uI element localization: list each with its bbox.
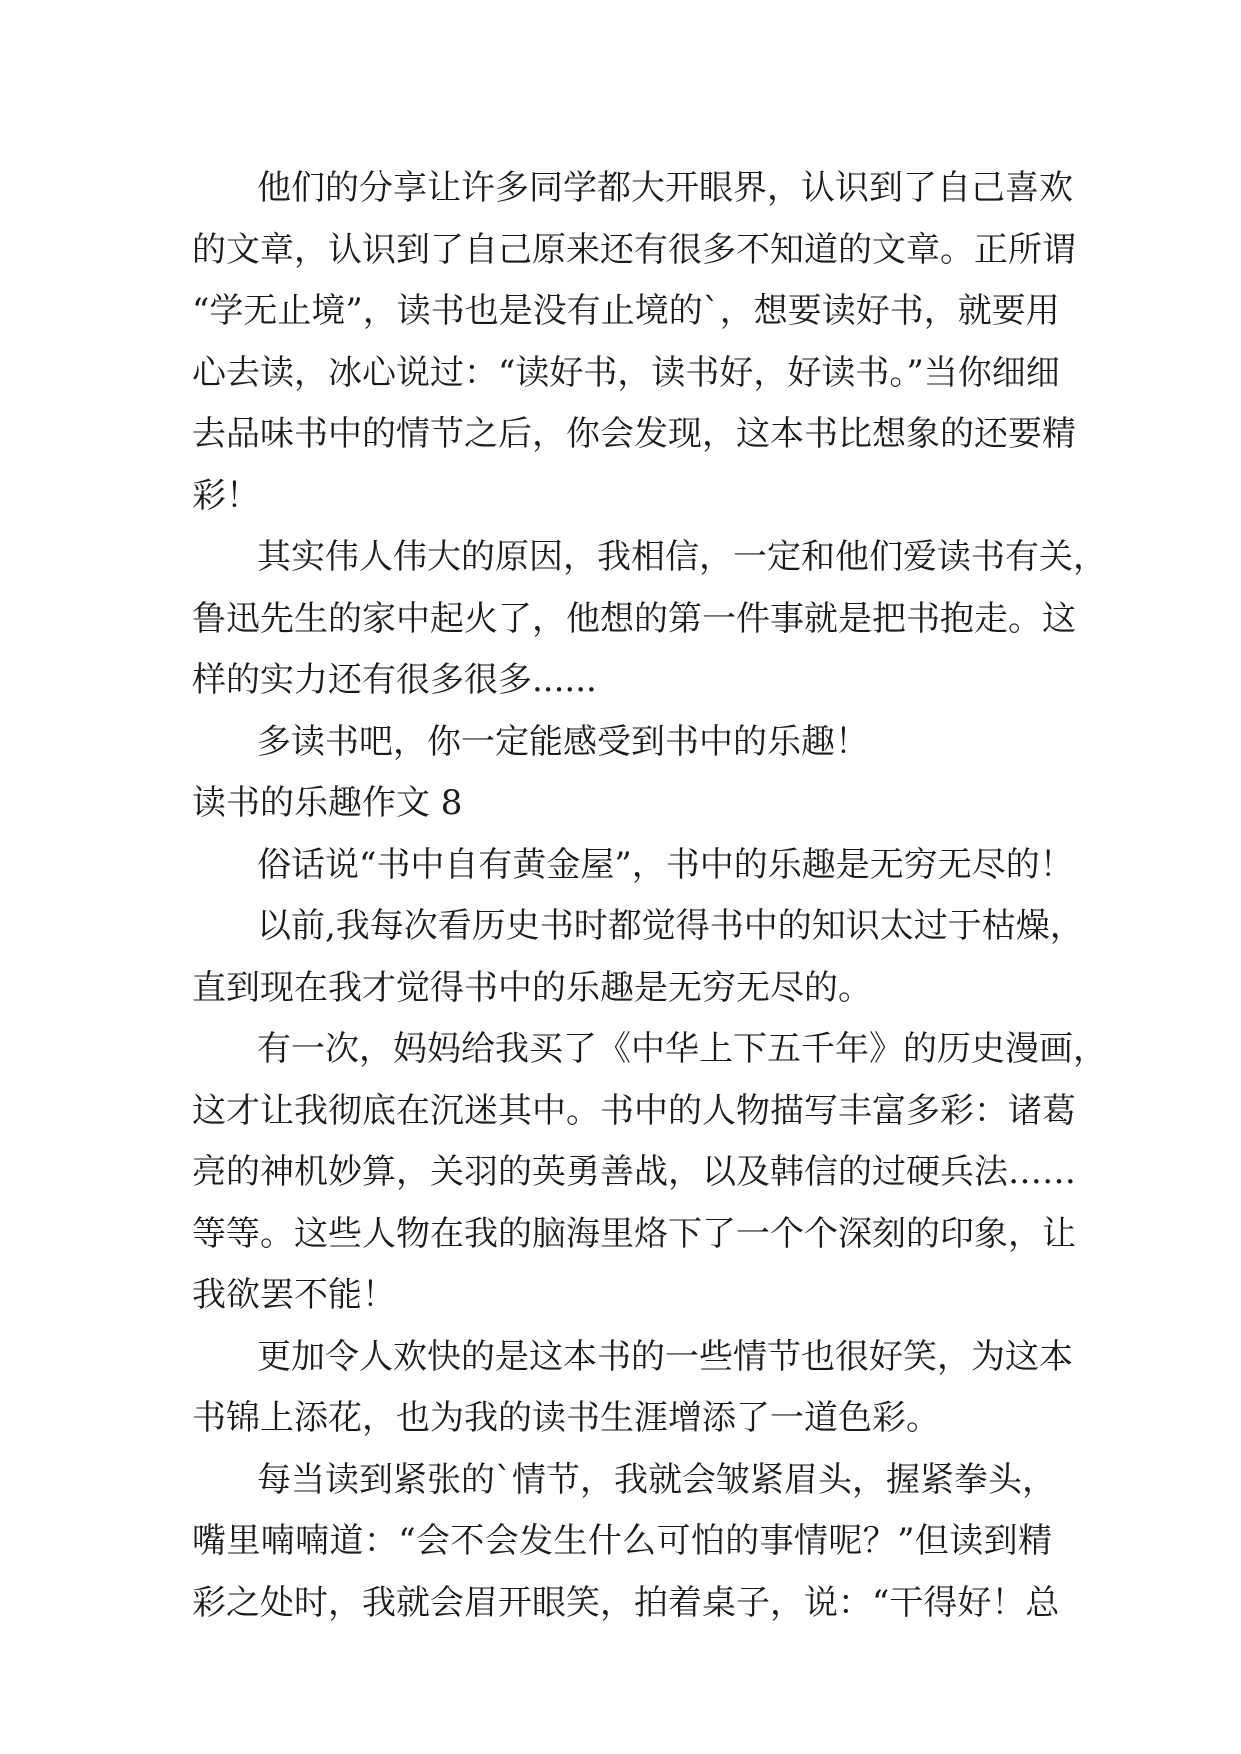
section-heading: 读书的乐趣作文 8	[192, 783, 463, 823]
paragraph-line: 我欲罢不能！	[192, 1275, 396, 1315]
paragraph-line: “学无止境”，读书也是没有止境的`，想要读好书，就要用	[192, 291, 1060, 331]
paragraph-line: 有一次，妈妈给我买了《中华上下五千年》的历史漫画，	[257, 1029, 1107, 1069]
paragraph-line: 彩之处时，我就会眉开眼笑，拍着桌子，说：“干得好！总	[192, 1582, 1060, 1623]
paragraph-line: 每当读到紧张的`情节，我就会皱紧眉头，握紧拳头，	[257, 1459, 1056, 1500]
paragraph-line: 更加令人欢快的是这本书的一些情节也很好笑，为这本	[257, 1336, 1073, 1377]
paragraph-line: 的文章，认识到了自己原来还有很多不知道的文章。正所谓	[192, 229, 1076, 270]
paragraph-line: 其实伟人伟大的原因，我相信，一定和他们爱读书有关，	[257, 537, 1107, 577]
paragraph-line: 以前,我每次看历史书时都觉得书中的知识太过于枯燥，	[257, 906, 1084, 946]
paragraph-line: 嘴里喃喃道：“会不会发生什么可怕的事情呢？”但读到精	[192, 1521, 1052, 1561]
paragraph-line: 心去读，冰心说过：“读好书，读书好，好读书。”当你细细	[192, 352, 1060, 393]
paragraph-line: 书锦上添花，也为我的读书生涯增添了一道色彩。	[192, 1398, 940, 1438]
paragraph-line: 等等。这些人物在我的脑海里烙下了一个个深刻的印象，让	[192, 1213, 1076, 1254]
paragraph-line: 俗话说“书中自有黄金屋”，书中的乐趣是无穷无尽的！	[257, 844, 1074, 885]
paragraph-line: 他们的分享让许多同学都大开眼界，认识到了自己喜欢	[257, 168, 1073, 208]
paragraph-line: 亮的神机妙算，关羽的英勇善战，以及韩信的过硬兵法……	[192, 1152, 1076, 1192]
paragraph-line: 样的实力还有很多很多......	[192, 660, 597, 700]
paragraph-line: 这才让我彻底在沉迷其中。书中的人物描写丰富多彩：诸葛	[192, 1090, 1076, 1131]
paragraph-line: 去品味书中的情节之后，你会发现，这本书比想象的还要精	[192, 414, 1076, 454]
paragraph-line: 鲁迅先生的家中起火了，他想的第一件事就是把书抱走。这	[192, 598, 1076, 639]
paragraph-line: 直到现在我才觉得书中的乐趣是无穷无尽的。	[192, 967, 872, 1008]
body-text	[192, 158, 1107, 1634]
paragraph-line: 彩！	[192, 475, 260, 516]
paragraph-line: 多读书吧，你一定能感受到书中的乐趣！	[257, 721, 869, 762]
